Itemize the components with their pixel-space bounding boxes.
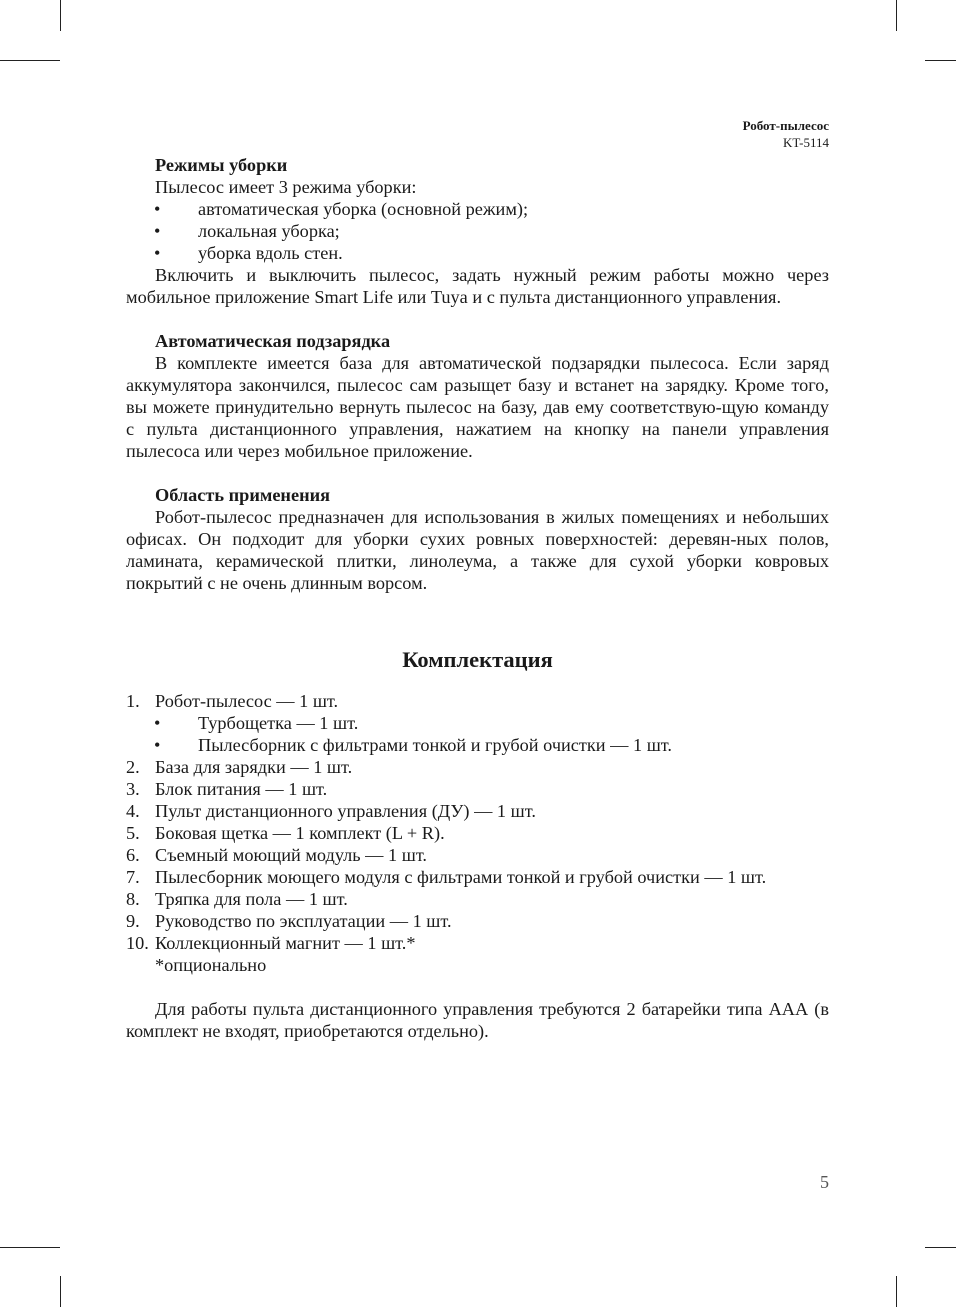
heading-charging: Автоматическая подзарядка — [155, 331, 391, 351]
crop-mark — [925, 60, 956, 61]
item-text: Блок питания — 1 шт. — [155, 779, 328, 799]
item-number: 4. — [126, 801, 140, 821]
item-number: 7. — [126, 867, 140, 887]
kit-title: Комплектация — [402, 647, 553, 672]
list-item — [126, 242, 829, 264]
list-item — [126, 756, 829, 778]
list-item — [126, 800, 829, 822]
item-number: 5. — [126, 823, 140, 843]
item-text: Робот-пылесос — 1 шт. — [155, 691, 339, 711]
running-header — [743, 117, 829, 151]
modes-paragraph: Включить и выключить пылесос, задать нужный режим работы можно через мобильное приложение Smart Life или Tuya и с пульта дистанционного управления. — [126, 265, 829, 307]
bullet-text: автоматическая уборка (основной режим); — [198, 199, 529, 219]
heading-modes: Режимы уборки — [155, 155, 288, 175]
item-text: Руководство по эксплуатации — 1 шт. — [155, 911, 452, 931]
item-text: База для зарядки — 1 шт. — [155, 757, 353, 777]
crop-mark — [896, 0, 897, 31]
list-item — [126, 778, 829, 800]
item-number: 1. — [126, 691, 140, 711]
crop-mark — [925, 1247, 956, 1248]
item-text: Пульт дистанционного управления (ДУ) — 1 шт. — [155, 801, 536, 821]
item-number: 3. — [126, 779, 140, 799]
list-item — [126, 712, 829, 734]
bullet-icon: • — [154, 735, 161, 755]
item-text: Съемный моющий модуль — 1 шт. — [155, 845, 428, 865]
item-text: Коллекционный магнит — 1 шт.* — [155, 933, 416, 953]
crop-mark — [60, 0, 61, 31]
bullet-icon: • — [154, 713, 161, 733]
page-number: 5 — [820, 1172, 829, 1192]
item-number: 10. — [126, 933, 149, 953]
bullet-icon: • — [154, 199, 161, 219]
list-item — [126, 734, 829, 756]
list-item — [126, 888, 829, 910]
item-number: 2. — [126, 757, 140, 777]
item-text: Тряпка для пола — 1 шт. — [155, 889, 348, 909]
scope-paragraph: Робот-пылесос предназначен для использования в жилых помещениях и небольших офисах. Он подходит для уборки сухих ровных поверхностей: деревян-ных полов, ламината, керамической плитки, линолеума, а также для сухой уборки ковровых покрытий с не очень длинным ворсом. — [126, 507, 829, 593]
footnote: *опционально — [155, 955, 267, 975]
crop-mark — [60, 1276, 61, 1307]
crop-mark — [896, 1276, 897, 1307]
bullet-text: локальная уборка; — [198, 221, 340, 241]
item-text: Боковая щетка — 1 комплект (L + R). — [155, 823, 445, 843]
page-content — [126, 154, 829, 1042]
list-item — [126, 844, 829, 866]
charging-paragraph: В комплекте имеется база для автоматической подзарядки пылесоса. Если заряд аккумулятора закончился, пылесос сам разыщет базу и встанет на зарядку. Кроме того, вы можете принудительно вернуть пылесос на базу, дав ему соответствую-щую команду с пульта дистанционного управления, нажатием на кнопку на панели управления пылесоса или через мобильное приложение. — [126, 353, 829, 461]
header-model: KT-5114 — [783, 135, 829, 150]
list-item — [126, 220, 829, 242]
sub-item-text: Пылесборник с фильтрами тонкой и грубой очистки — 1 шт. — [198, 735, 672, 755]
crop-mark — [0, 60, 60, 61]
item-number: 6. — [126, 845, 140, 865]
crop-mark — [0, 1247, 60, 1248]
battery-note: Для работы пульта дистанционного управления требуются 2 батарейки типа ААА (в комплект не входят, приобретаются отдельно). — [126, 999, 829, 1041]
heading-scope: Область применения — [155, 485, 331, 505]
header-title: Робот-пылесос — [742, 118, 829, 133]
list-item — [126, 198, 829, 220]
bullet-text: уборка вдоль стен. — [198, 243, 343, 263]
sub-item-text: Турбощетка — 1 шт. — [198, 713, 359, 733]
bullet-icon: • — [154, 243, 161, 263]
list-item — [126, 690, 829, 712]
list-item — [126, 910, 829, 932]
list-item — [126, 932, 829, 954]
list-item — [126, 866, 829, 888]
bullet-icon: • — [154, 221, 161, 241]
item-text: Пылесборник моющего модуля с фильтрами тонкой и грубой очистки — 1 шт. — [155, 867, 767, 887]
item-number: 9. — [126, 911, 140, 931]
modes-intro: Пылесос имеет 3 режима уборки: — [155, 177, 417, 197]
item-number: 8. — [126, 889, 140, 909]
list-item — [126, 822, 829, 844]
